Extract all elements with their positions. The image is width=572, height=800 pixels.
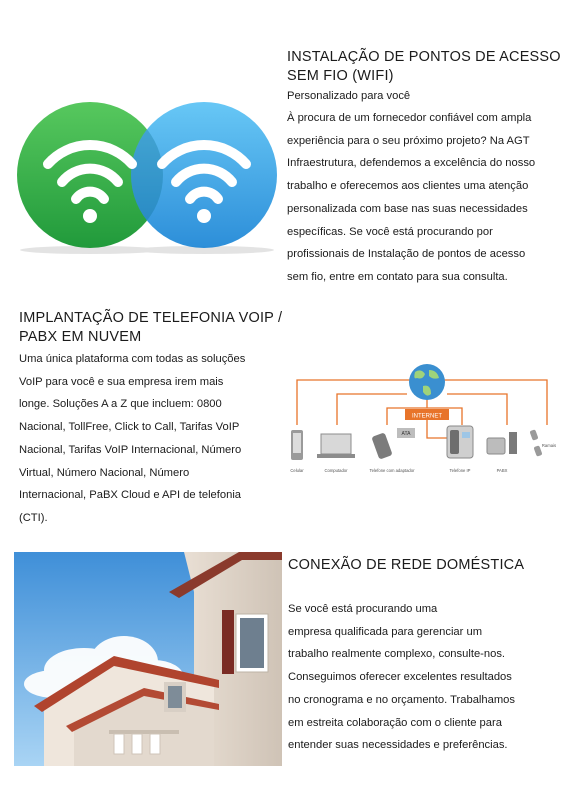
section3-title: CONEXÃO DE REDE DOMÉSTICA [288,557,525,573]
section1-line: sem fio, entre em contato para sua consulta. [287,270,508,283]
section1-subtitle: Personalizado para você [287,90,411,102]
section2-line: Virtual, Número Nacional, Número [19,466,190,479]
computer-icon [317,434,355,458]
section1-title-line1: INSTALAÇÃO DE PONTOS DE ACESSO [287,49,561,65]
section3-line: empresa qualificada para gerenciar um [288,625,483,638]
section1-line: trabalho e oferecemos aos clientes uma atenção [287,180,529,193]
cellphone-icon [291,430,303,460]
section2-title-line1: IMPLANTAÇÃO DE TELEFONIA VOIP / [19,310,283,326]
section1-line: Infraestrutura, defendemos a excelência do nosso [287,157,536,170]
device-label: Telefone IP [449,468,471,473]
extensions-label: Ramais [541,443,557,448]
ata-label: ATA [401,431,411,437]
wifi-illustration [14,98,282,254]
house-photo [14,552,282,766]
section2-title [19,309,282,347]
section2-line: Nacional, Tarifas VoIP Internacional, Número [19,443,242,456]
section1-line: experiência para o seu próximo projeto? Na AGT [287,134,530,147]
section2-line: longe. Soluções A a Z que incluem: 0800 [19,398,222,411]
device-label: Celular [290,468,304,473]
section3-line: entender suas necessidades e preferências. [288,739,508,752]
section1-line: específicas. Se você está procurando por [287,225,493,238]
globe-icon [409,364,445,400]
section3-line: trabalho realmente complexo, consulte-nos. [288,648,506,661]
section3-body [288,598,515,757]
section3-line: no cronograma e no orçamento. Trabalhamos [288,693,515,706]
section1-body [287,107,535,289]
section2-body [19,348,245,530]
section2-title-line2: PABX EM NUVEM [19,329,142,345]
device-label: Computador [324,468,348,473]
section3-line: Se você está procurando uma [288,603,438,615]
ip-phone-icon [447,426,473,458]
section1-line: profissionais de Instalação de pontos de acesso [287,248,526,261]
section1-line: personalizada com base nas suas necessidades [287,202,528,215]
section3-line: em estreita colaboração com o cliente para [288,716,502,729]
section1-title [287,48,561,86]
section1-line: À procura de um fornecedor confiável com ampla [287,112,532,124]
wifi-circles-icon [14,98,282,254]
section2-line: VoIP para você e sua empresa irem mais [19,375,224,388]
device-label: Telefone com adaptador [369,468,415,473]
section3-line: Conseguimos oferecer excelentes resultados [288,671,512,684]
section2-line: Nacional, TollFree, Click to Call, Tarifas VoIP [19,421,240,434]
phone-adapter-icon [371,428,415,460]
section2-line: Uma única plataforma com todas as soluções [19,353,246,365]
internet-label: INTERNET [412,413,442,420]
section2-line: (CTI). [19,511,48,524]
voip-diagram [287,360,557,495]
section1-title-line2: SEM FIO (WIFI) [287,68,394,84]
pabx-icon [487,429,543,456]
section2-line: Internacional, PaBX Cloud e API de telefonia [19,489,242,502]
device-label: PABX [496,468,508,473]
